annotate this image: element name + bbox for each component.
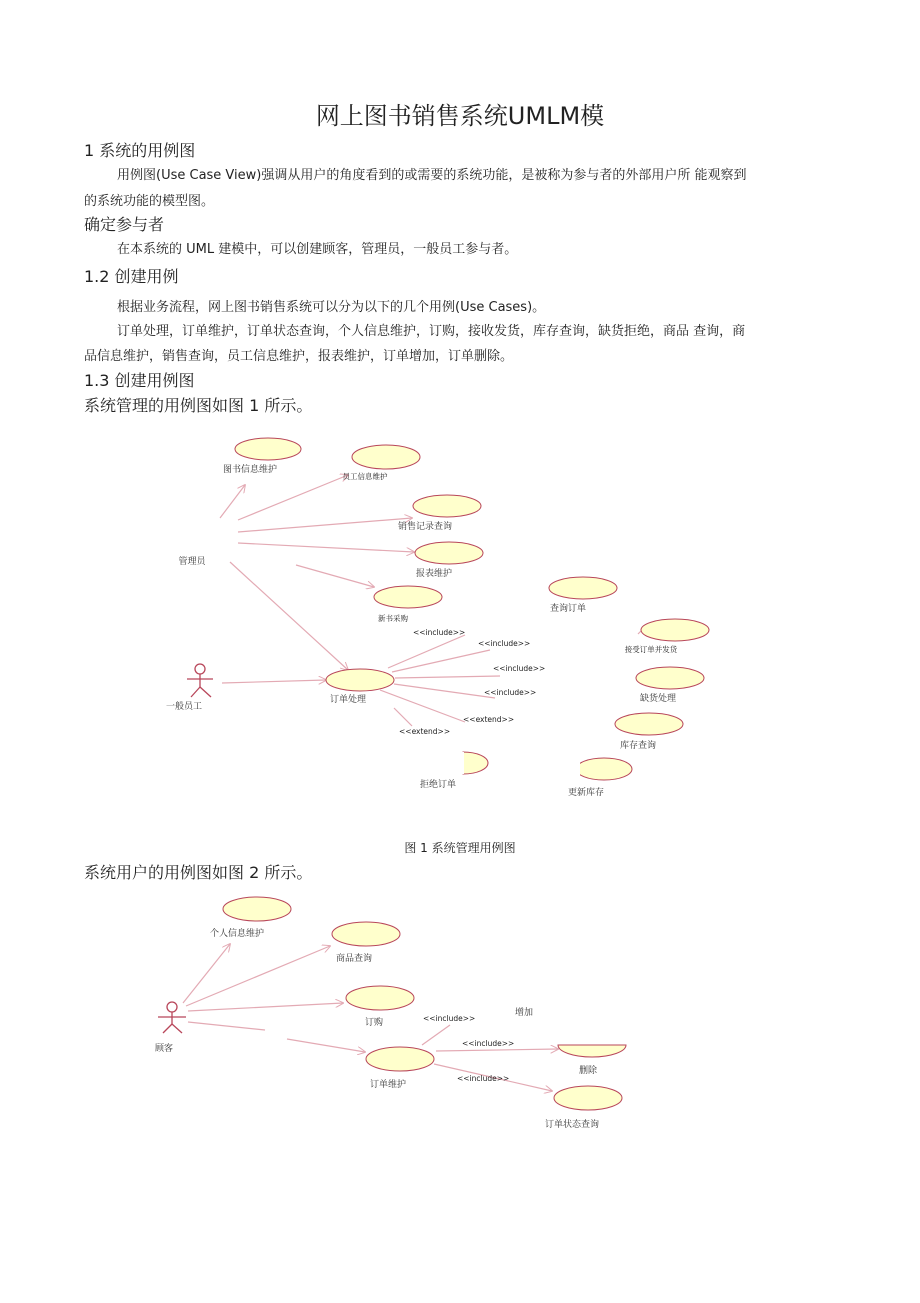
include-line <box>395 676 500 678</box>
actor-admin-label: 管理员 <box>178 557 206 567</box>
use-case-report <box>415 542 483 579</box>
use-case-label: 报表维护 <box>415 569 453 579</box>
use-case-order-process <box>326 669 394 705</box>
use-case-update-stock <box>568 756 632 798</box>
use-case-staff-info <box>343 445 421 481</box>
extend-line <box>380 690 465 722</box>
use-case-book-info <box>223 438 301 475</box>
use-case-label: 订购 <box>364 1018 384 1028</box>
use-case-list-cont: 品信息维护，销售查询，员工信息维护，报表维护，订单增加，订单删除。 <box>84 349 514 364</box>
use-case-order-maint <box>366 1047 434 1090</box>
figure-2-intro: 系统用户的用例图如图 2 所示。 <box>84 863 313 882</box>
use-case-reject <box>420 752 488 790</box>
extend-label: <<extend>> <box>463 715 515 724</box>
use-case-label: 库存查询 <box>619 741 657 751</box>
use-case-order <box>346 986 414 1028</box>
use-case-label: 新书采购 <box>378 614 408 623</box>
include-line <box>394 684 495 698</box>
association-line <box>183 944 230 1003</box>
association-line <box>238 543 414 552</box>
use-case-personal-info <box>210 897 291 939</box>
actor-customer-label: 顾客 <box>154 1044 174 1054</box>
use-case-label: 员工信息维护 <box>342 472 388 481</box>
association-line <box>222 680 326 683</box>
use-case-shortage <box>636 667 704 704</box>
use-case-label: 订单状态查询 <box>544 1120 600 1130</box>
use-case-query-order <box>549 577 617 614</box>
include-label: <<include>> <box>462 1039 515 1048</box>
use-case-label: 订单处理 <box>329 695 367 705</box>
association-line <box>287 1039 365 1052</box>
extend-label: <<extend>> <box>399 727 451 736</box>
association-line <box>230 562 348 670</box>
use-case-label: 个人信息维护 <box>209 929 265 939</box>
association-line <box>296 565 374 587</box>
include-line <box>422 1025 450 1045</box>
use-case-label: 接受订单并发货 <box>624 645 678 654</box>
include-label: <<include>> <box>423 1014 476 1023</box>
actor-staff-icon <box>187 664 213 697</box>
use-case-order-status <box>545 1086 622 1130</box>
use-case-label: 拒绝订单 <box>419 780 457 790</box>
association-line <box>220 485 245 518</box>
actors-heading: 确定参与者 <box>84 215 165 234</box>
use-case-purchase <box>374 586 442 623</box>
section-1-2-heading: 1.2 创建用例 <box>84 267 179 286</box>
include-label: <<include>> <box>484 688 537 697</box>
actors-paragraph: 在本系统的 UML 建模中，可以创建顾客，管理员，一般员工参与者。 <box>117 242 518 257</box>
include-label: <<include>> <box>493 664 546 673</box>
use-case-label: 缺货处理 <box>639 694 677 704</box>
section-1-paragraph-cont: 的系统功能的模型图。 <box>84 194 215 209</box>
use-case-label: 图书信息维护 <box>222 465 278 475</box>
section-1-3-heading: 1.3 创建用例图 <box>84 371 195 390</box>
use-case-label: 更新库存 <box>567 788 605 798</box>
include-line <box>392 650 490 672</box>
page-title: 网上图书销售系统UMLM模 <box>315 102 605 130</box>
figure-2-diagram <box>0 885 920 1135</box>
use-case-label: 查询订单 <box>549 604 587 614</box>
association-line <box>186 946 330 1006</box>
actor-customer-icon <box>158 1002 186 1033</box>
use-case-label: 商品查询 <box>335 954 373 964</box>
use-case-sales-query <box>398 495 481 532</box>
section-1-paragraph: 用例图(Use Case View)强调从用户的角度看到的或需要的系统功能，是被称为参与者的外部用户所 能观察到 <box>117 168 747 183</box>
include-label: <<include>> <box>457 1074 510 1083</box>
use-case-label: 销售记录查询 <box>397 522 453 532</box>
use-case-list: 订单处理，订单维护，订单状态查询，个人信息维护，订购，接收发货，库存查询，缺货拒绝，商品 查询，商 <box>117 324 746 339</box>
use-case-label: 删除 <box>578 1066 598 1076</box>
section-1-heading: 1 系统的用例图 <box>84 141 196 160</box>
section-1-2-paragraph: 根据业务流程，网上图书销售系统可以分为以下的几个用例(Use Cases)。 <box>117 300 546 315</box>
figure-1-diagram <box>0 425 920 810</box>
association-line <box>188 1003 343 1011</box>
extend-line <box>394 708 412 726</box>
include-line <box>436 1049 558 1051</box>
use-case-delete <box>558 1045 626 1076</box>
association-line <box>238 518 412 532</box>
association-line <box>238 475 348 520</box>
association-line <box>188 1022 265 1030</box>
figure-1-caption: 图 1 系统管理用例图 <box>404 841 516 855</box>
actor-staff-label: 一般员工 <box>165 702 203 712</box>
include-label: <<include>> <box>413 628 466 637</box>
use-case-label: 订单维护 <box>369 1080 407 1090</box>
use-case-stock-query <box>615 713 683 751</box>
include-label: <<include>> <box>478 639 531 648</box>
include-line <box>388 635 465 668</box>
figure-1-intro: 系统管理的用例图如图 1 所示。 <box>84 396 313 415</box>
use-case-goods-query <box>332 922 400 964</box>
use-case-accept-ship <box>625 619 709 654</box>
use-case-add-label: 增加 <box>514 1008 534 1018</box>
